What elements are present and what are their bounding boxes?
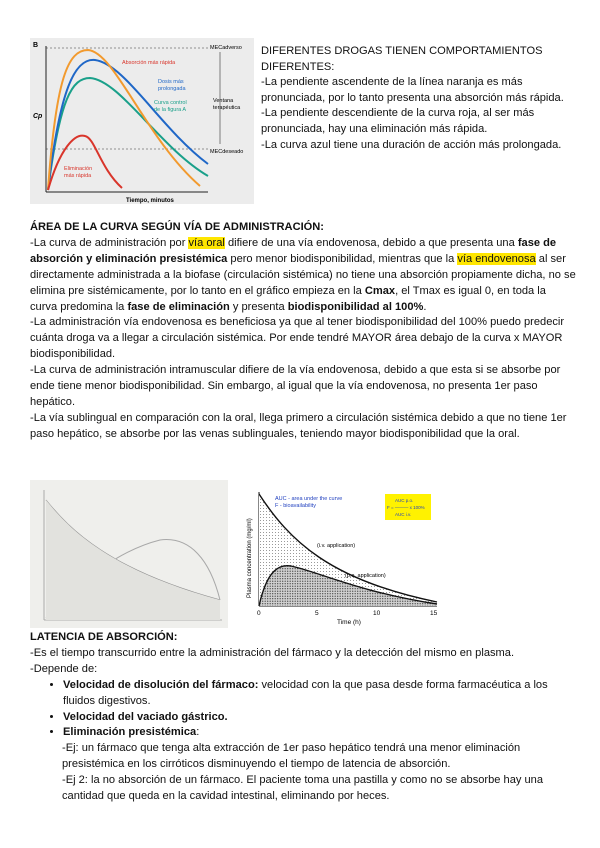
example-1: -Ej: un fármaco que tenga alta extracción de 1er paso hepático tendrá una menor eliminación presistémica en los cirróticos disminuyendo el tiempo de latencia de absorción. (62, 742, 521, 771)
intro-paragraph-orange: -La pendiente ascendente de la línea naranja es más pronunciada, por lo tanto presenta una absorción más rápida. (261, 76, 564, 104)
intro-paragraph-blue: -La curva azul tiene una duración de acción más prolongada. (261, 138, 562, 151)
intro-title-line-1: DIFERENTES DROGAS TIENEN COMPORTAMIENTOS (261, 45, 543, 57)
factor-vaciado-gastrico: • Velocidad del vaciado gástrico. (63, 710, 576, 726)
tick-10: 10 (373, 610, 381, 617)
red-curve-label-1: Eliminación (64, 166, 93, 172)
intro-paragraph-red: -La pendiente descendiente de la curva roja, al ser más pronunciada, hay una eliminación más rápida. (261, 107, 535, 135)
green-curve-label-2: de la figura A (154, 107, 187, 113)
latencia-heading: LATENCIA DE ABSORCIÓN: (30, 631, 178, 643)
latencia-definition: -Es el tiempo transcurrido entre la administración del fármaco y la detección del mismo en plasma. (30, 646, 515, 659)
red-curve-label-2: más rápida (64, 173, 92, 179)
faded-curve-photo (30, 480, 228, 628)
formula-line-2: F = ——— x 100% (387, 505, 425, 510)
po-application-label: (p.o. application) (345, 573, 386, 579)
tick-5: 5 (315, 610, 319, 617)
latencia-section (30, 630, 576, 805)
tick-0: 0 (257, 610, 261, 617)
area-heading: ÁREA DE LA CURVA SEGÚN VÍA DE ADMINISTRACIÓN: (30, 221, 324, 233)
highlight-via-endovenosa: vía endovenosa (457, 252, 536, 265)
latencia-factor-list (30, 678, 576, 742)
latencia-depends: -Depende de: (30, 662, 98, 675)
factor-disolucion: • Velocidad de disolución del fármaco: velocidad con la que pasa desde forma farmacéutica a los fluidos digestivos. (63, 678, 576, 710)
orange-curve-label: Absorción más rápida (122, 60, 176, 66)
intro-title-line-2: DIFERENTES: (261, 60, 335, 73)
area-paragraph-1: -La curva de administración por vía oral difiere de una vía endovenosa, debido a que presenta una fase de absorción y eliminación presistémica pero menor biodisponibilidad, mientras que la vía endovenosa al ser directamente administrada a la biofase (circulación sistémica) no tiene una absorción propiamente dicha, no se elimina pre sistémicamente, por lo tanto en el gráfico empieza en la Cmax, el Tmax es igual 0, en toda la curva predomina la fase de eliminación y presenta biodisponibilidad al 100%. (30, 236, 576, 313)
area-paragraph-3: -La curva de administración intramuscular difiere de la vía endovenosa, debido a que esta si se absorbe por ende tiene menor biodisponibilidad. Sin embargo, al igual que la vía endovenosa, no presenta 1er paso hepático. (30, 364, 561, 408)
ventana-label: Ventana (213, 98, 234, 104)
iv-application-label: (i.v. application) (317, 543, 356, 549)
auc-legend-line-2: F - bioavailability (275, 503, 316, 509)
blue-curve-label-1: Dosis más (158, 79, 184, 85)
x-axis-label: Tiempo, minutos (126, 198, 174, 204)
auc-x-label: Time (h) (337, 619, 361, 626)
pharmacokinetic-curves-figure (30, 38, 254, 204)
figure-panel-letter: B (33, 42, 39, 49)
green-curve-label-1: Curva control (154, 100, 187, 106)
factor-eliminacion-presistemica: • Eliminación presistémica: (63, 725, 576, 741)
highlight-via-oral: vía oral (188, 236, 225, 249)
auc-bioavailability-figure (229, 480, 445, 628)
area-section (30, 220, 576, 443)
intro-text-block (261, 44, 579, 153)
formula-line-3: AUC i.v. (395, 512, 412, 517)
formula-line-1: AUC p.o. (395, 498, 414, 503)
example-2: -Ej 2: la no absorción de un fármaco. El paciente toma una pastilla y como no se absorbe hay una cantidad que queda en la cavidad intestinal, eliminando por heces. (62, 774, 544, 803)
area-paragraph-2: -La administración vía endovenosa es beneficiosa ya que al tener biodisponibilidad del 100% puedo predecir cuánta droga va a llegar a circulación sistémica. Por ende tendré MAYOR área debajo de la curva x MAYOR biodisponibilidad. (30, 316, 565, 361)
blue-curve-label-2: prolongada (158, 86, 186, 92)
mec-deseado-label: MECdeseado (210, 149, 244, 155)
y-axis-label: Cp (33, 113, 43, 120)
terapeutica-label: terapéutica (213, 105, 241, 111)
tick-15: 15 (430, 610, 438, 617)
auc-y-label: Plasma concentration (mg/ml) (247, 518, 253, 598)
auc-legend-line-1: AUC - area under the curve (275, 496, 343, 502)
area-paragraph-4: -La vía sublingual en comparación con la oral, llega primero a circulación sistémica debido a que no tiene 1er paso hepático, se absorbe por las venas sublinguales, teniendo mayor biodisponibilidad que la oral. (30, 411, 567, 440)
mec-adverso-label: MECadverso (210, 45, 242, 51)
